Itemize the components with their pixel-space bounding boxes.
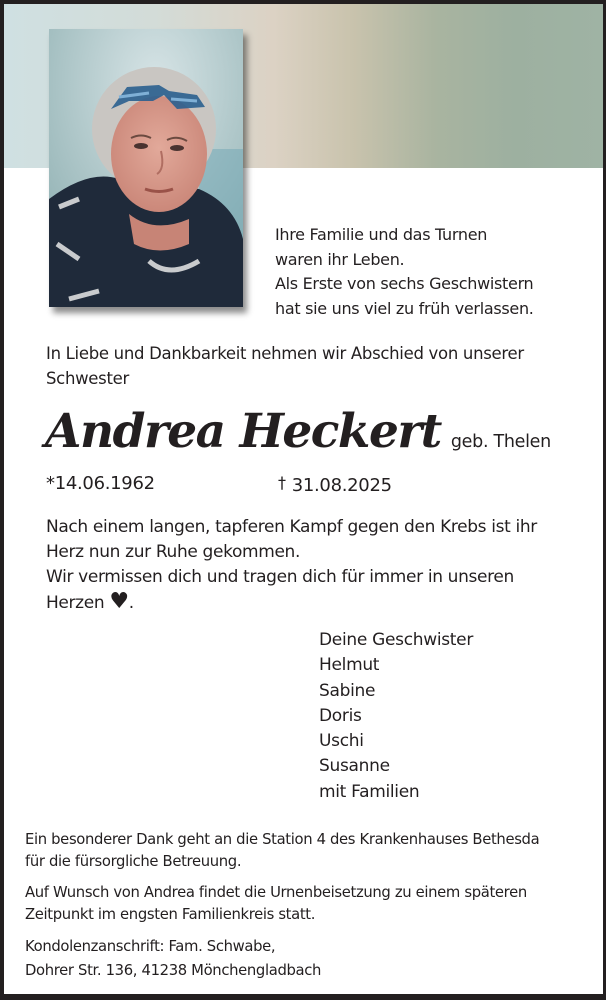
- signer-name: Uschi: [319, 731, 364, 752]
- burial-note: [25, 882, 595, 926]
- portrait-photo: [49, 29, 243, 307]
- thanks-line: Ein besonderer Dank geht an die Station 4 des Krankenhauses Bethesda: [25, 831, 540, 848]
- signer-name: Doris: [319, 705, 362, 726]
- signer-footer: mit Familien: [319, 781, 420, 802]
- quote-line: Ihre Familie und das Turnen: [275, 225, 488, 244]
- thanks-line: für die fürsorgliche Betreuung.: [25, 853, 242, 870]
- condolence-address: [25, 935, 595, 983]
- obituary-notice: [4, 4, 603, 994]
- burial-line: Zeitpunkt im engsten Familienkreis statt.: [25, 906, 316, 923]
- quote-line: waren ihr Leben.: [275, 249, 405, 269]
- quote-text: [275, 223, 534, 321]
- death-date-group: [278, 473, 392, 496]
- message-line: Wir vermissen dich und tragen dich für immer in unseren: [46, 567, 514, 588]
- address-line: Kondolenzanschrift: Fam. Schwabe,: [25, 938, 276, 955]
- message-text: [46, 515, 591, 616]
- cross-icon: †: [278, 473, 286, 492]
- deceased-name: Andrea Heckert: [45, 404, 441, 459]
- signer-name: Sabine: [319, 680, 376, 701]
- message-line: Nach einem langen, tapferen Kampf gegen den Krebs ist ihr: [46, 517, 537, 537]
- signer-name: Helmut: [319, 655, 380, 676]
- intro-line: In Liebe und Dankbarkeit nehmen wir Abschied von unserer: [46, 344, 524, 363]
- message-line-last: [46, 588, 591, 616]
- portrait-illustration: [49, 29, 243, 307]
- birth-date: *14.06.1962: [46, 473, 155, 494]
- quote-line: Als Erste von sechs Geschwistern: [275, 274, 534, 293]
- maiden-name: geb. Thelen: [450, 432, 551, 452]
- address-line: Dohrer Str. 136, 41238 Mönchengladbach: [25, 962, 322, 979]
- heart-icon: ♥: [109, 588, 129, 614]
- message-period: .: [128, 592, 134, 613]
- thanks-note: [25, 829, 595, 873]
- message-line: Herz nun zur Ruhe gekommen.: [46, 542, 301, 563]
- name-heading: [45, 404, 551, 459]
- intro-line: Schwester: [46, 369, 129, 388]
- death-date: 31.08.2025: [291, 475, 392, 496]
- signer-heading: Deine Geschwister: [319, 630, 474, 650]
- message-word: Herzen: [46, 592, 105, 613]
- signer-name: Susanne: [319, 756, 390, 777]
- intro-text: [46, 341, 586, 391]
- quote-line: hat sie uns viel zu früh verlassen.: [275, 298, 534, 318]
- burial-line: Auf Wunsch von Andrea findet die Urnenbeisetzung zu einem späteren: [25, 884, 527, 901]
- life-dates: [46, 473, 392, 496]
- signers-list: [319, 628, 473, 805]
